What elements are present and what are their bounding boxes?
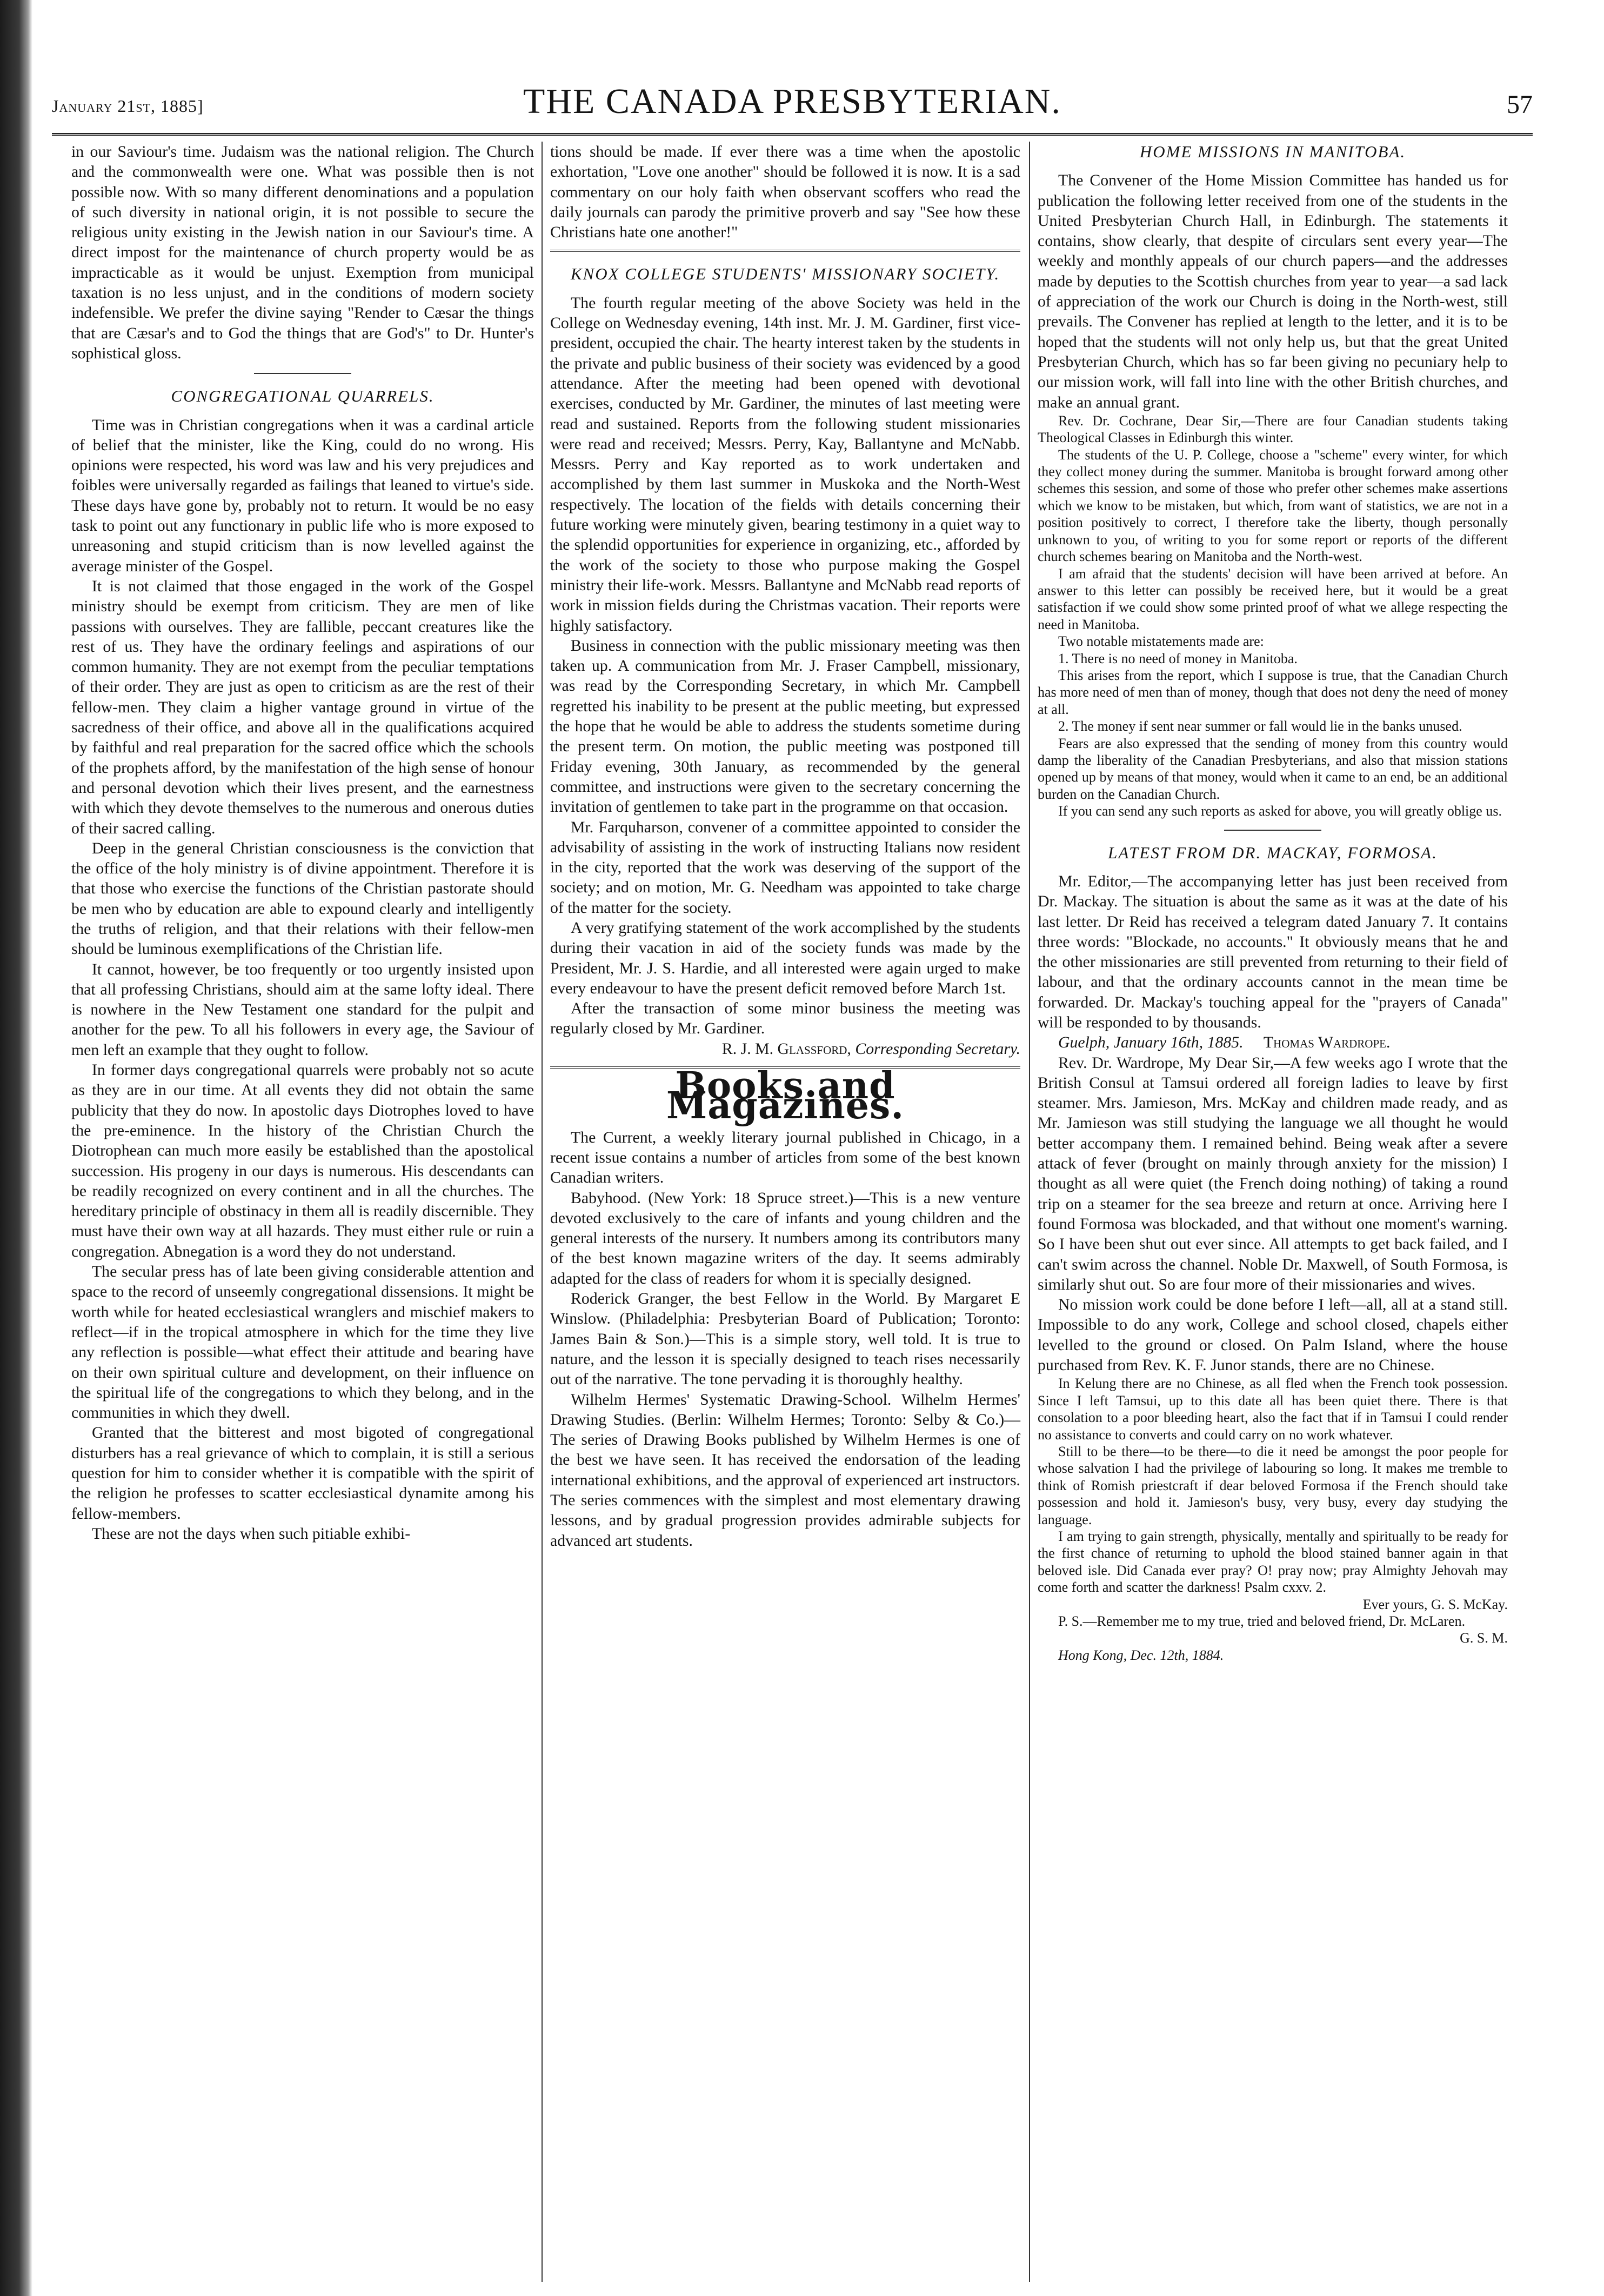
- letter-dateline: Hong Kong, Dec. 12th, 1884.: [1058, 1647, 1224, 1663]
- letter-paragraph: In Kelung there are no Chinese, as all fled when the French took possession. Since I left Tamsui, up to this date all has been quiet there. There is that consolation to a poor bleeding heart, also the fact that if in Tamsui I could render no assistance to converts and could carry on no work whatever.: [1038, 1376, 1508, 1443]
- article-paragraph: After the transaction of some minor business the meeting was regularly closed by Mr. Gardiner.: [550, 999, 1020, 1038]
- editor-signature: Thomas Wardrope.: [1263, 1033, 1391, 1052]
- letter-paragraph: Rev. Dr. Cochrane, Dear Sir,—There are four Canadian students taking Theological Classes in Edinburgh this winter.: [1038, 412, 1508, 446]
- letter-paragraph: 1. There is no need of money in Manitoba.: [1058, 650, 1298, 666]
- article-heading: KNOX COLLEGE STUDENTS' MISSIONARY SOCIETY.: [570, 264, 1000, 284]
- postscript: P. S.—Remember me to my true, tried and beloved friend, Dr. McLaren.: [1058, 1613, 1466, 1630]
- article-paragraph: Granted that the bitterest and most bigoted of congregational disturbers has a real grievance of which to complain, it is still a serious question for him to consider whether it is compatible with the spirit of the religion he professes to scatter ecclesiastical dynamite among his fellow-members.: [71, 1424, 534, 1523]
- letter-closing: Ever yours, G. S. McKay.: [1362, 1596, 1508, 1612]
- masthead-title: THE CANADA PRESBYTERIAN.: [523, 82, 1061, 121]
- letter-paragraph: I am trying to gain strength, physically, mentally and spiritually to be ready for the first chance of returning to uphold the blood stained banner again in that beloved isle. Did Canada ever pray? O! pray now; pray Almighty Jehovah may come forth and scatter the darkness! Psalm cxxv. 2.: [1038, 1528, 1508, 1596]
- review-paragraph: Babyhood. (New York: 18 Spruce street.)—This is a new venture devoted exclusively to the care of infants and young children and the general interests of the nursery. It numbers among its contributors many of the best known magazine writers of the day. It seems admirably adapted for the class of readers for whom it is specially designed.: [550, 1189, 1020, 1287]
- signature: [550, 1039, 1020, 1059]
- article-paragraph: The secular press has of late been giving considerable attention and space to the record of unseemly congregational dissensions. It might be worth while for heated ecclesiastical wranglers and mischief makers to reflect—if in the tropical atmosphere in which for the time they live any reflection is possible—what effect their attitude and bearing have on their own spiritual culture and development, on their influence on the spiritual life of the congregations to which they belong, and in the communities in which they dwell.: [71, 1263, 534, 1422]
- letter-block: [1038, 1375, 1508, 1664]
- article-paragraph: The fourth regular meeting of the above Society was held in the College on Wednesday evening, 14th inst. Mr. J. M. Gardiner, first vice-president, occupied the chair. The hearty interest taken by the students in the private and public business of their society was evidenced by a good attendance. After the meeting had been opened with devotional exercises, conducted by Mr. Gardiner, the minutes of last meeting were read and sustained. Reports from the following student missionaries were read and received; Messrs. Perry, Kay, Ballantyne and McNabb. Messrs. Perry and Kay reported as to work undertaken and accomplished by them last summer in Muskoka and the North-West respectively. The location of the fields with details concerning their future working were minutely given, bearing testimony in a quiet way to the splendid opportunities for experience in organizing, etc., afforded by the work of the society to those who purpose making the Gospel ministry their life-work. Messrs. Ballantyne and McNabb read reports of work in mission fields during the Christmas vacation. Their reports were highly satisfactory.: [550, 293, 1020, 635]
- letter-paragraph: 2. The money if sent near summer or fall would lie in the banks unused.: [1058, 718, 1462, 735]
- editor-dateline: Guelph, January 16th, 1885.: [1058, 1033, 1244, 1052]
- signature-title: Corresponding Secretary.: [855, 1039, 1020, 1058]
- letter-paragraph: The students of the U. P. College, choose a "scheme" every winter, for which they collect money during the summer. Manitoba is brought forward among other schemes this session, and some of those who prefer other schemes make assertions which we know to be mistaken, but which, from want of statistics, we are not in a position positively to correct, I therefore take the liberty, though personally unknown to you, of writing to you for some report or reports of the different church schemes bearing on Manitoba and the North-west.: [1038, 446, 1508, 565]
- review-paragraph: The Current, a weekly literary journal published in Chicago, in a recent issue contains a number of articles from some of the best known Canadian writers.: [550, 1128, 1020, 1187]
- article-paragraph: No mission work could be done before I left—all, all at a stand still. Impossible to do any work, College and school closed, chapels either levelled to the ground or closed. On Palm Island, where the house purchased from Rev. K. F. Junor stands, there are no Chinese.: [1038, 1296, 1508, 1374]
- section-rule: [550, 250, 1020, 252]
- review-paragraph: Wilhelm Hermes' Systematic Drawing-School. Wilhelm Hermes' Drawing Studies. (Berlin: Wilhelm Hermes; Toronto: Selby & Co.)—The series of Drawing Books published by Wilhelm Hermes is one of the best we have seen. It has received the endorsation of the leading international exhibitions, and the approval of experienced art instructors. The series commences with the simplest and most elementary drawing lessons, and by gradual progression provides admirable subjects for advanced art students.: [550, 1390, 1020, 1550]
- article-paragraph: It is not claimed that those engaged in the work of the Gospel ministry should be exempt from criticism. They are men of like passions with ourselves. They are fallible, peccant creatures like the rest of us. They have the ordinary feelings and aspirations of our common humanity. They are not exempt from the peculiar temptations of their order. They are just as open to criticism as are the rest of their fellow-men. They claim a higher vantage ground in virtue of the sacredness of their office, and above all in the qualifications acquired by faithful and real preparation for the sacred office which the schools of the prophets afford, by the manifestation of the high sense of honour and personal devotion which their lives present, and the earnestness with which they devote themselves to the numerous and onerous duties of their sacred calling.: [71, 577, 534, 837]
- dateline-row: [1038, 1032, 1508, 1052]
- column-divider: [542, 142, 543, 2282]
- letter-paragraph: I am afraid that the students' decision will have been arrived at before. An answer to this letter can possibly be received here, but it would be a great satisfaction if we could show some printed proof of what we allege respecting the need in Manitoba.: [1038, 565, 1508, 632]
- issue-date: January 21st, 1885]: [52, 96, 204, 116]
- page-binding-edge: [0, 0, 32, 2296]
- column-2: [550, 142, 1020, 1551]
- article-heading: HOME MISSIONS IN MANITOBA.: [1139, 142, 1406, 161]
- article-paragraph: In former days congregational quarrels were probably not so acute as they are in our time. At all events they did not obtain the same publicity that they do now. In apostolic days Diotrophes loved to have the pre-eminence. In the history of the Christian Church the Diotrophean can much more easily be established than the apostolical succession. His progeny in our days is numerous. His descendants can be readily recognized on every continent and in all the churches. The hereditary principle of obstinacy in them all is readily discernible. They must have their own way at all hazards. They must either rule or ruin a congregation. Abnegation is a word they do not understand.: [71, 1061, 534, 1260]
- article-continuation: tions should be made. If ever there was a time when the apostolic exhortation, "Love one another" should be followed it is now. It is a sad commentary on our holy faith when observant scoffers who read the daily journals can parody the primitive proverb and say "See how these Christians hate one another!": [550, 143, 1020, 242]
- article-paragraph: Deep in the general Christian consciousness is the conviction that the office of the holy ministry is of divine appointment. Therefore it is that those who exercise the functions of the Christian pastorate should be men who by education are able to expound clearly and intelligently the truths of religion, and that their relations with their fellow-men should be luminous exemplifications of the Christian life.: [71, 839, 534, 958]
- article-paragraph: Mr. Farquharson, convener of a committee appointed to consider the advisability of assisting in the work of instructing Italians now resident in the city, reported that the work was deserving of the support of the society; and on motion, Mr. G. Needham was appointed to take charge of the matter for the society.: [550, 818, 1020, 917]
- letter-block: [1038, 412, 1508, 820]
- article-continuation: in our Saviour's time. Judaism was the national religion. The Church and the commonwealth were one. What was possible then is not possible now. With so many different denominations and a population of such diversity in national origin, it is not possible to secure the religious unity existing in the Jewish nation in our Saviour's time. A direct impost for the maintenance of church property would be as impracticable as it would be unjust. Exemption from municipal taxation is no less unjust, and in the conditions of modern society indefensible. We prefer the divine saying "Render to Cæsar the things that are Cæsar's and to God the things that are God's" to Dr. Hunter's sophistical gloss.: [71, 143, 534, 362]
- article-paragraph: Mr. Editor,—The accompanying letter has just been received from Dr. Mackay. The situation is about the same as it was at the date of his last letter. Dr Reid has received a telegram dated January 7. It contains three words: "Blockade, no accounts." It obviously means that he and the other missionaries are still prevented from returning to their field of labour, and that the ordinary accounts cannot in the mean time be forwarded. Dr. Mackay's touching appeal for the "prayers of Canada" will be responded to by thousands.: [1038, 872, 1508, 1031]
- article-paragraph: Time was in Christian congregations when it was a cardinal article of belief that the minister, like the King, could do no wrong. His opinions were respected, his word was law and his very prejudices and foibles were universally regarded as failings that leaned to virtue's side. These days have gone by, probably not to return. It would be no easy task to point out any functionary in public life who is more exposed to unreasoning and stupid criticism than is now levelled against the average minister of the Gospel.: [71, 416, 534, 575]
- signature-name: R. J. M. Glassford,: [721, 1039, 851, 1058]
- column-3: [1038, 142, 1508, 1664]
- column-1: [71, 142, 534, 1544]
- article-paragraph: It cannot, however, be too frequently or too urgently insisted upon that all professing Christians, should aim at the same lofty ideal. There is nowhere in the New Testament one standard for the pulpit and another for the pew. To all his followers in every age, the Saviour of men left an example that they ought to follow.: [71, 960, 534, 1059]
- section-heading-books: Books and Magazines.: [666, 1064, 905, 1128]
- review-paragraph: Roderick Granger, the best Fellow in the World. By Margaret E Winslow. (Philadelphia: Presbyterian Board of Publication; Toronto: James Bain & Son.)—This is a simple story, well told. It is true to nature, and the lesson it is specially designed to teach rises necessarily out of the narrative. The tone pervading it is thoroughly healthy.: [550, 1290, 1020, 1389]
- letter-paragraph: If you can send any such reports as asked for above, you will greatly oblige us.: [1058, 803, 1502, 819]
- section-rule: [1224, 830, 1321, 831]
- article-heading: CONGREGATIONAL QUARRELS.: [171, 386, 435, 406]
- header-rule: [52, 133, 1533, 136]
- article-paragraph: Rev. Dr. Wardrope, My Dear Sir,—A few weeks ago I wrote that the British Consul at Tamsui ordered all foreign ladies to leave by first steamer. Mrs. Jamieson, Mrs. McKay and children made ready, and as Mr. Jamieson was still studying the language we all thought he would better accompany them. I remained behind. Being weak after a severe attack of fever (brought on mainly through anxiety for the mission) I thought as all were quiet (the French doing nothing) of taking a round trip on a steamer for the sea breeze and return at once. Arriving here I found Formosa was blockaded, and that without one moment's warning. So I have been shut out ever since. All attempts to get back failed, and I can't swim across the channel. Noble Dr. Maxwell, of South Formosa, is similarly shut out. So are four more of their missionaries and wives.: [1038, 1053, 1508, 1293]
- letter-paragraph: Fears are also expressed that the sending of money from this country would damp the liberality of the Canadian Presbyterians, and also that mission stations opened up by means of that money, would when it came to an end, be an additional burden on the Canadian Church.: [1038, 735, 1508, 802]
- column-divider: [1029, 142, 1030, 2282]
- article-heading: LATEST FROM DR. MACKAY, FORMOSA.: [1108, 843, 1438, 862]
- article-paragraph: A very gratifying statement of the work accomplished by the students during their vacation in aid of the society funds was made by the President, Mr. J. S. Hardie, and all interested were again urged to make every endeavour to have the present deficit removed before March 1st.: [550, 918, 1020, 997]
- letter-paragraph: Still to be there—to be there—to die it need be amongst the poor people for whose salvation I had the privilege of labouring so long. It makes me tremble to think of Romish priestcraft if dear beloved Formosa if the French should take possession and hold it. Jamieson's busy, very busy, every day studying the language.: [1038, 1443, 1508, 1527]
- letter-paragraph: This arises from the report, which I suppose is true, that the Canadian Church has more need of men than of money, though that does not deny the need of money at all.: [1038, 667, 1508, 717]
- article-paragraph: Business in connection with the public missionary meeting was then taken up. A communication from Mr. J. Fraser Campbell, missionary, was read by the Corresponding Secretary, in which Mr. Campbell regretted his inability to be present at the public meeting, but expressed the hope that he would be able to address the students sometime during the present term. On motion, the public meeting was postponed till Friday evening, 30th January, as recommended by the general committee, and instructions were given to the secretary concerning the invitation of gentlemen to take part in the programme on that occasion.: [550, 636, 1020, 816]
- article-paragraph: These are not the days when such pitiable exhibi-: [92, 1524, 411, 1543]
- page-header: [52, 81, 1533, 131]
- section-rule: [254, 373, 351, 374]
- letter-paragraph: Two notable mistatements made are:: [1058, 633, 1264, 650]
- postscript-signature: G. S. M.: [1460, 1630, 1508, 1646]
- article-paragraph: The Convener of the Home Mission Committee has handed us for publication the following letter received from one of the students in the United Presbyterian Church Hall, in Edinburgh. The statements it contains, show clearly, that despite of circulars sent every year—The weekly and monthly appeals of our church papers—and the addresses made by deputies to the Scottish churches from year to year—a sad lack of appreciation of the work our Church is doing in the North-west, still prevails. The Convener has replied at length to the letter, and it is to be hoped that the students will not only help us, but that the great United Presbyterian Church, which has so far been giving no pecuniary help to our mission work, will fall into line with the other British churches, and make an annual grant.: [1038, 171, 1508, 411]
- page-number: 57: [1507, 90, 1533, 119]
